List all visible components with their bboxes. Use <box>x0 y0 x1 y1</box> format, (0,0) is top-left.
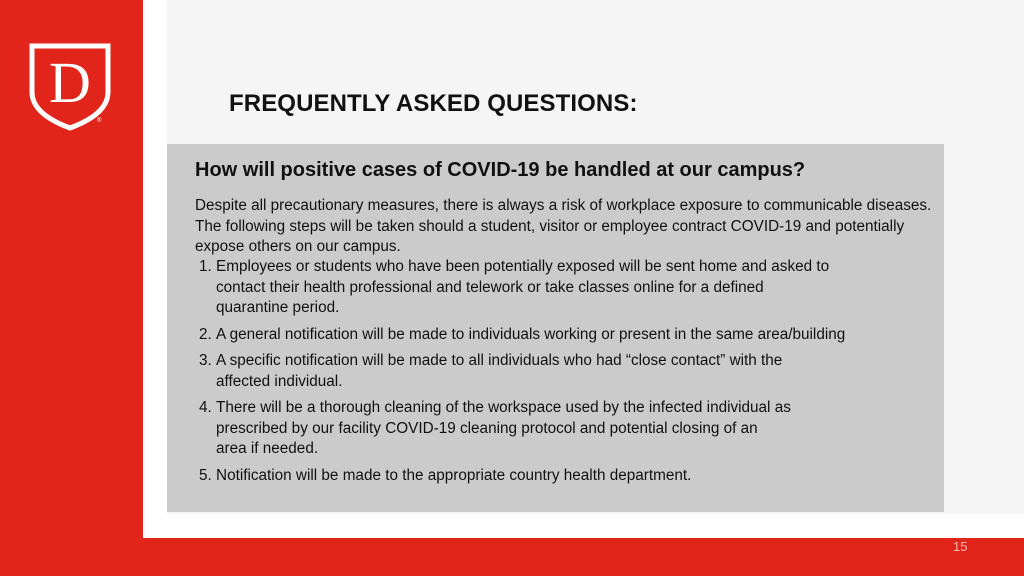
logo-registered-mark: ® <box>97 118 102 124</box>
step-text: Notification will be made to the appropriate country health department. <box>216 466 692 484</box>
list-item <box>199 466 934 487</box>
step-text: Employees or students who have been potentially exposed will be sent home and asked to contact their health professional and telework or take classes online for a defined quarantine period. <box>216 258 830 316</box>
list-item <box>199 325 934 346</box>
svg-text:D: D <box>49 50 91 115</box>
slide-title: FREQUENTLY ASKED QUESTIONS: <box>229 90 638 117</box>
step-number: 2. <box>199 325 212 343</box>
step-text: There will be a thorough cleaning of the workspace used by the infected individual as prescribed by our facility COVID-19 cleaning protocol and potential closing of an area if needed. <box>216 399 791 457</box>
step-number: 5. <box>199 466 212 484</box>
bottom-brand-band <box>0 538 1024 576</box>
list-item <box>199 398 934 460</box>
faq-intro-paragraph: Despite all precautionary measures, there is always a risk of workplace exposure to communicable diseases. The following steps will be taken should a student, visitor or employee contract COVID-19 and potentially expose others on our campus. <box>195 197 932 255</box>
faq-question: How will positive cases of COVID-19 be handled at our campus? <box>195 159 806 181</box>
faq-steps-list <box>199 257 934 492</box>
list-item <box>199 257 934 319</box>
step-number: 3. <box>199 352 212 369</box>
step-number: 4. <box>199 399 212 416</box>
page-number: 15 <box>953 539 968 554</box>
list-item <box>199 351 934 392</box>
step-text: A specific notification will be made to all individuals who had “close contact” with the affected individual. <box>216 352 783 390</box>
step-text: A general notification will be made to individuals working or present in the same area/building <box>216 325 846 343</box>
step-number: 1. <box>199 258 212 275</box>
